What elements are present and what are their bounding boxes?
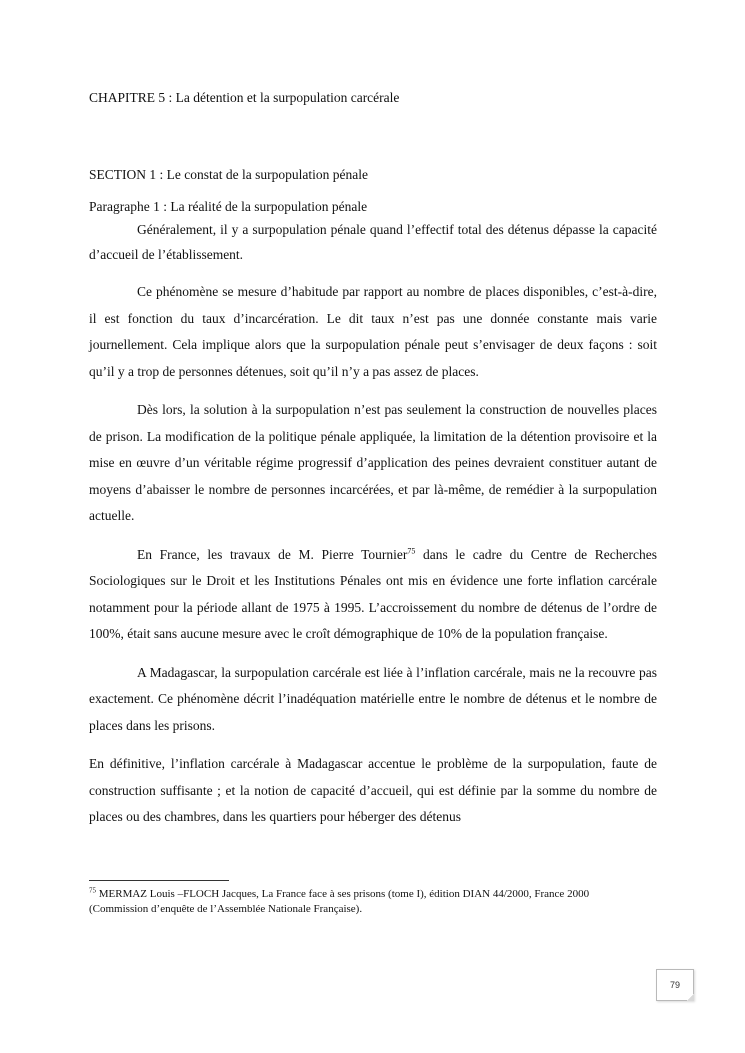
page-number — [656, 969, 694, 1001]
footnote-reference: 75 — [407, 546, 416, 555]
section-title: SECTION 1 : Le constat de la surpopulation pénale — [89, 167, 368, 182]
body-paragraph-4-rest: dans le cadre du Centre de Recherches Sociologiques sur le Droit et les Institutions Pénales ont mis en évidence une forte inflation carcérale notamment pour la période allant de 1975 à 1995. L’accroissement du nombre de détenus de l’ordre de 100%, était sans aucune mesure avec le croît démographique de 10% de la population française. — [89, 546, 657, 641]
body-paragraph-1: Généralement, il y a surpopulation pénale quand l’effectif total des détenus dépasse la capacité d’accueil de l’établissement. — [89, 222, 657, 262]
body-paragraph-4 — [89, 542, 657, 648]
page-number-label: 79 — [669, 980, 680, 990]
body-paragraph-3: Dès lors, la solution à la surpopulation n’est pas seulement la construction de nouvelles places de prison. La modification de la politique pénale appliquée, la limitation de la détention provisoire et la mise en œuvre d’un véritable régime progressif d’application des peines devraient constituer autant de moyens d’abaisser le nombre de personnes incarcérées, et par là-même, de remédier à la surpopulation actuelle. — [89, 402, 657, 523]
body-paragraph-4-start: En France, les travaux de M. Pierre Tournier — [137, 546, 408, 562]
paragraph-title: Paragraphe 1 : La réalité de la surpopulation pénale — [89, 199, 368, 214]
footnote-separator — [89, 880, 229, 881]
body-paragraph-6: En définitive, l’inflation carcérale à Madagascar accentue le problème de la surpopulation, faute de construction suffisante ; et la notion de capacité d’accueil, qui est définie par la somme du nombre de places ou des chambres, dans les quartiers pour héberger des détenus — [89, 756, 657, 824]
footnote — [89, 887, 649, 917]
chapter-title: CHAPITRE 5 : La détention et la surpopulation carcérale — [89, 90, 400, 105]
footnote-text: MERMAZ Louis –FLOCH Jacques, La France face à ses prisons (tome I), édition DIAN 44/2000, France 2000 (Commission d’enquête de l’Assemblée Nationale Française). — [89, 888, 590, 915]
footnote-number: 75 — [89, 886, 96, 895]
page-body — [89, 88, 657, 843]
body-paragraph-2: Ce phénomène se mesure d’habitude par rapport au nombre de places disponibles, c’est-à-dire, il est fonction du taux d’incarcération. Le dit taux n’est pas une donnée constante mais varie journellement. Cela implique alors que la surpopulation pénale peut s’envisager de deux façons : soit qu’il y a trop de personnes détenues, soit qu’il n’y a pas assez de places. — [89, 284, 657, 379]
body-paragraph-5: A Madagascar, la surpopulation carcérale est liée à l’inflation carcérale, mais ne la recouvre pas exactement. Ce phénomène décrit l’inadéquation matérielle entre le nombre de détenus et le nombre de places dans les prisons. — [89, 664, 657, 733]
